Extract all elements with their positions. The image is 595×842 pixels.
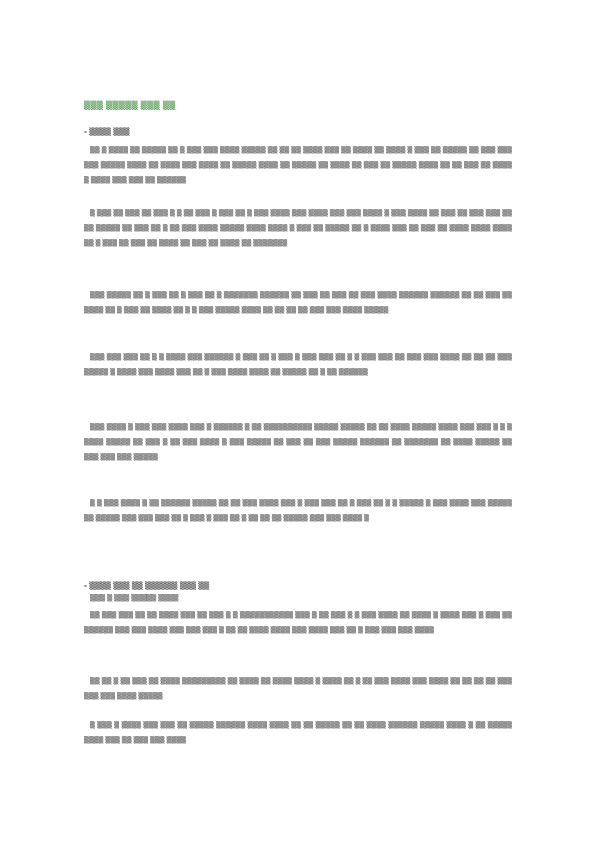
body-paragraph: ▒▒ ▒▒▒ ▒▒▒ ▒▒ ▒▒ ▒▒▒▒ ▒▒▒ ▒▒ ▒▒▒ ▒ ▒ ▒▒▒▒▒▒▒▒▒▒▒ ▒▒▒ ▒ ▒▒ ▒▒▒ ▒ ▒ ▒▒▒ ▒▒▒▒ ▒▒ ▒▒▒▒ ▒ ▒▒▒▒ ▒▒▒ ▒ ▒▒▒ ▒▒ ▒▒▒▒▒▒ ▒▒▒ ▒▒▒ ▒▒▒▒ ▒▒▒ ▒▒▒ ▒▒▒ ▒ ▒▒ ▒▒ ▒▒▒▒ ▒▒▒▒ ▒▒▒ ▒▒▒▒ ▒▒▒ ▒▒ ▒ ▒▒▒ ▒▒▒ ▒▒▒ ▒▒▒▒ [84, 612, 512, 635]
body-paragraph: ▒▒ ▒ ▒▒▒▒ ▒▒ ▒▒▒▒▒ ▒▒ ▒ ▒▒▒ ▒▒▒ ▒▒▒▒ ▒▒▒▒▒ ▒▒ ▒▒ ▒▒ ▒▒▒▒ ▒▒▒ ▒▒ ▒▒▒▒ ▒▒ ▒▒▒▒ ▒ ▒▒▒ ▒▒ ▒▒▒▒▒ ▒▒ ▒▒▒ ▒▒▒ ▒▒▒ ▒▒▒▒▒ ▒▒▒▒ ▒▒ ▒▒▒▒ ▒▒▒ ▒▒▒▒ ▒▒ ▒▒▒▒▒ ▒▒▒▒ ▒▒ ▒▒▒▒▒ ▒▒ ▒▒▒▒ ▒▒ ▒▒▒ ▒▒ ▒▒▒▒▒ ▒▒▒▒ ▒▒ ▒▒ ▒▒▒ ▒▒ ▒▒▒▒ ▒ ▒▒▒▒ ▒▒▒ ▒▒▒ ▒▒ ▒▒▒▒▒▒ [84, 147, 512, 185]
document-title: ▒▒▒ ▒▒▒▒▒ ▒▒▒ ▒▒ [84, 101, 176, 110]
section-heading: - ▒▒▒▒ ▒▒▒ [84, 128, 130, 136]
body-paragraph: ▒ ▒ ▒▒▒ ▒▒▒▒ ▒ ▒▒ ▒▒▒▒▒▒ ▒▒▒▒▒ ▒▒ ▒▒ ▒▒▒ ▒▒▒▒ ▒▒▒ ▒ ▒▒▒ ▒▒▒ ▒▒ ▒ ▒▒▒ ▒▒ ▒ ▒ ▒▒▒▒▒ ▒ ▒▒▒ ▒▒▒▒ ▒▒▒ ▒▒▒▒▒ ▒▒ ▒▒▒▒▒ ▒▒▒ ▒▒▒ ▒▒▒ ▒▒ ▒ ▒▒▒ ▒ ▒▒▒ ▒▒ ▒ ▒▒ ▒▒ ▒▒ ▒▒▒▒▒ ▒▒▒ ▒▒▒ ▒▒▒▒ ▒ [84, 500, 512, 523]
body-paragraph: ▒ ▒▒▒ ▒▒ ▒▒▒ ▒▒ ▒▒▒ ▒ ▒ ▒▒ ▒▒▒ ▒ ▒▒▒ ▒▒ ▒ ▒▒▒ ▒▒▒▒ ▒▒▒ ▒▒▒▒ ▒▒▒ ▒▒▒ ▒▒▒▒ ▒ ▒▒▒ ▒▒▒▒ ▒▒ ▒▒▒ ▒▒ ▒▒▒ ▒▒▒ ▒▒ ▒▒ ▒▒▒▒▒ ▒▒ ▒▒▒ ▒▒ ▒ ▒▒ ▒▒▒ ▒▒▒▒ ▒▒▒▒▒ ▒▒▒▒ ▒▒▒▒ ▒ ▒▒▒ ▒▒ ▒▒▒▒▒ ▒▒ ▒ ▒▒▒▒ ▒▒▒ ▒▒ ▒▒▒ ▒▒ ▒▒▒▒ ▒▒▒▒ ▒▒▒▒ ▒▒ ▒ ▒▒▒ ▒▒ ▒▒▒ ▒▒ ▒▒▒▒ ▒▒ ▒▒▒ ▒▒ ▒▒▒▒ ▒▒ ▒▒▒▒▒▒▒ [84, 210, 512, 248]
section-heading: - ▒▒▒▒ ▒▒▒ ▒▒ ▒▒▒▒▒▒ ▒▒▒ ▒▒ [84, 582, 210, 590]
body-paragraph: ▒ ▒▒▒ ▒ ▒▒▒▒ ▒▒▒ ▒▒▒ ▒▒ ▒▒▒▒▒ ▒▒▒▒▒▒ ▒▒▒▒ ▒▒▒▒ ▒▒ ▒▒ ▒▒▒▒▒ ▒▒ ▒▒ ▒▒▒▒ ▒▒▒▒▒▒ ▒▒▒▒▒ ▒▒▒▒ ▒ ▒▒ ▒▒▒▒▒ ▒▒▒▒ ▒▒▒ ▒▒ ▒▒▒ ▒▒▒ ▒▒▒▒ [84, 722, 512, 745]
body-paragraph: ▒▒ ▒▒ ▒ ▒▒ ▒▒▒ ▒▒ ▒▒▒▒ ▒▒▒▒▒▒▒▒▒ ▒▒ ▒▒▒▒ ▒▒ ▒▒▒▒ ▒▒▒▒ ▒ ▒▒▒▒ ▒▒ ▒ ▒▒ ▒▒▒ ▒▒▒▒ ▒▒▒ ▒▒▒▒ ▒▒ ▒▒ ▒▒ ▒▒ ▒▒▒ ▒▒▒ ▒▒▒ ▒▒▒▒ ▒▒▒▒▒ [84, 678, 512, 701]
body-paragraph: ▒▒▒ ▒▒▒▒▒ ▒▒ ▒ ▒▒▒ ▒▒ ▒ ▒▒▒ ▒▒ ▒ ▒▒▒▒▒▒▒ ▒▒▒▒▒▒ ▒▒ ▒▒▒ ▒▒ ▒▒▒ ▒▒ ▒▒▒ ▒▒▒▒ ▒▒▒▒▒▒ ▒▒▒▒▒▒ ▒▒ ▒▒ ▒▒▒ ▒▒ ▒▒▒▒ ▒▒ ▒ ▒▒▒ ▒▒ ▒▒▒▒ ▒▒ ▒ ▒ ▒▒▒ ▒▒▒▒▒ ▒▒▒▒ ▒▒ ▒▒ ▒▒ ▒▒ ▒▒▒ ▒▒▒ ▒▒▒▒ ▒▒▒▒▒ [84, 292, 512, 315]
body-paragraph: ▒▒▒ ▒▒▒▒ ▒ ▒▒▒ ▒▒▒ ▒▒▒▒ ▒▒▒ ▒ ▒▒▒▒▒▒ ▒ ▒▒ ▒▒▒▒▒▒▒▒▒▒ ▒▒▒▒▒ ▒▒▒▒▒ ▒▒ ▒▒ ▒▒▒▒ ▒▒▒▒▒ ▒▒▒▒ ▒▒▒ ▒▒▒ ▒ ▒ ▒ ▒▒▒▒ ▒▒▒▒▒ ▒▒ ▒▒▒ ▒ ▒▒ ▒▒▒ ▒▒▒▒ ▒ ▒▒▒ ▒▒▒▒▒ ▒▒ ▒▒▒ ▒▒ ▒▒▒ ▒▒▒▒▒ ▒▒▒▒▒▒ ▒▒ ▒▒▒▒▒▒▒ ▒▒ ▒▒▒▒ ▒▒▒▒▒ ▒▒ ▒▒▒ ▒▒▒ ▒▒▒ ▒▒▒▒▒ [84, 424, 512, 462]
body-paragraph: ▒▒▒ ▒▒▒ ▒▒▒ ▒▒ ▒ ▒ ▒▒▒▒ ▒▒▒ ▒▒▒▒▒▒ ▒ ▒▒▒ ▒▒ ▒ ▒▒▒ ▒ ▒▒▒ ▒▒▒ ▒▒ ▒ ▒ ▒▒▒ ▒▒▒ ▒▒ ▒▒▒ ▒▒▒ ▒▒▒▒ ▒▒ ▒▒ ▒▒ ▒▒▒ ▒▒▒▒▒ ▒ ▒▒▒▒ ▒▒▒ ▒▒▒▒ ▒▒▒ ▒▒ ▒ ▒▒▒ ▒▒▒▒ ▒▒▒▒ ▒▒ ▒▒▒▒▒ ▒▒ ▒ ▒▒ ▒▒▒▒▒▒ [84, 354, 512, 377]
section-subheading: ▒▒▒ ▒ ▒▒▒ ▒▒▒▒▒ ▒▒▒▒ [90, 594, 179, 602]
